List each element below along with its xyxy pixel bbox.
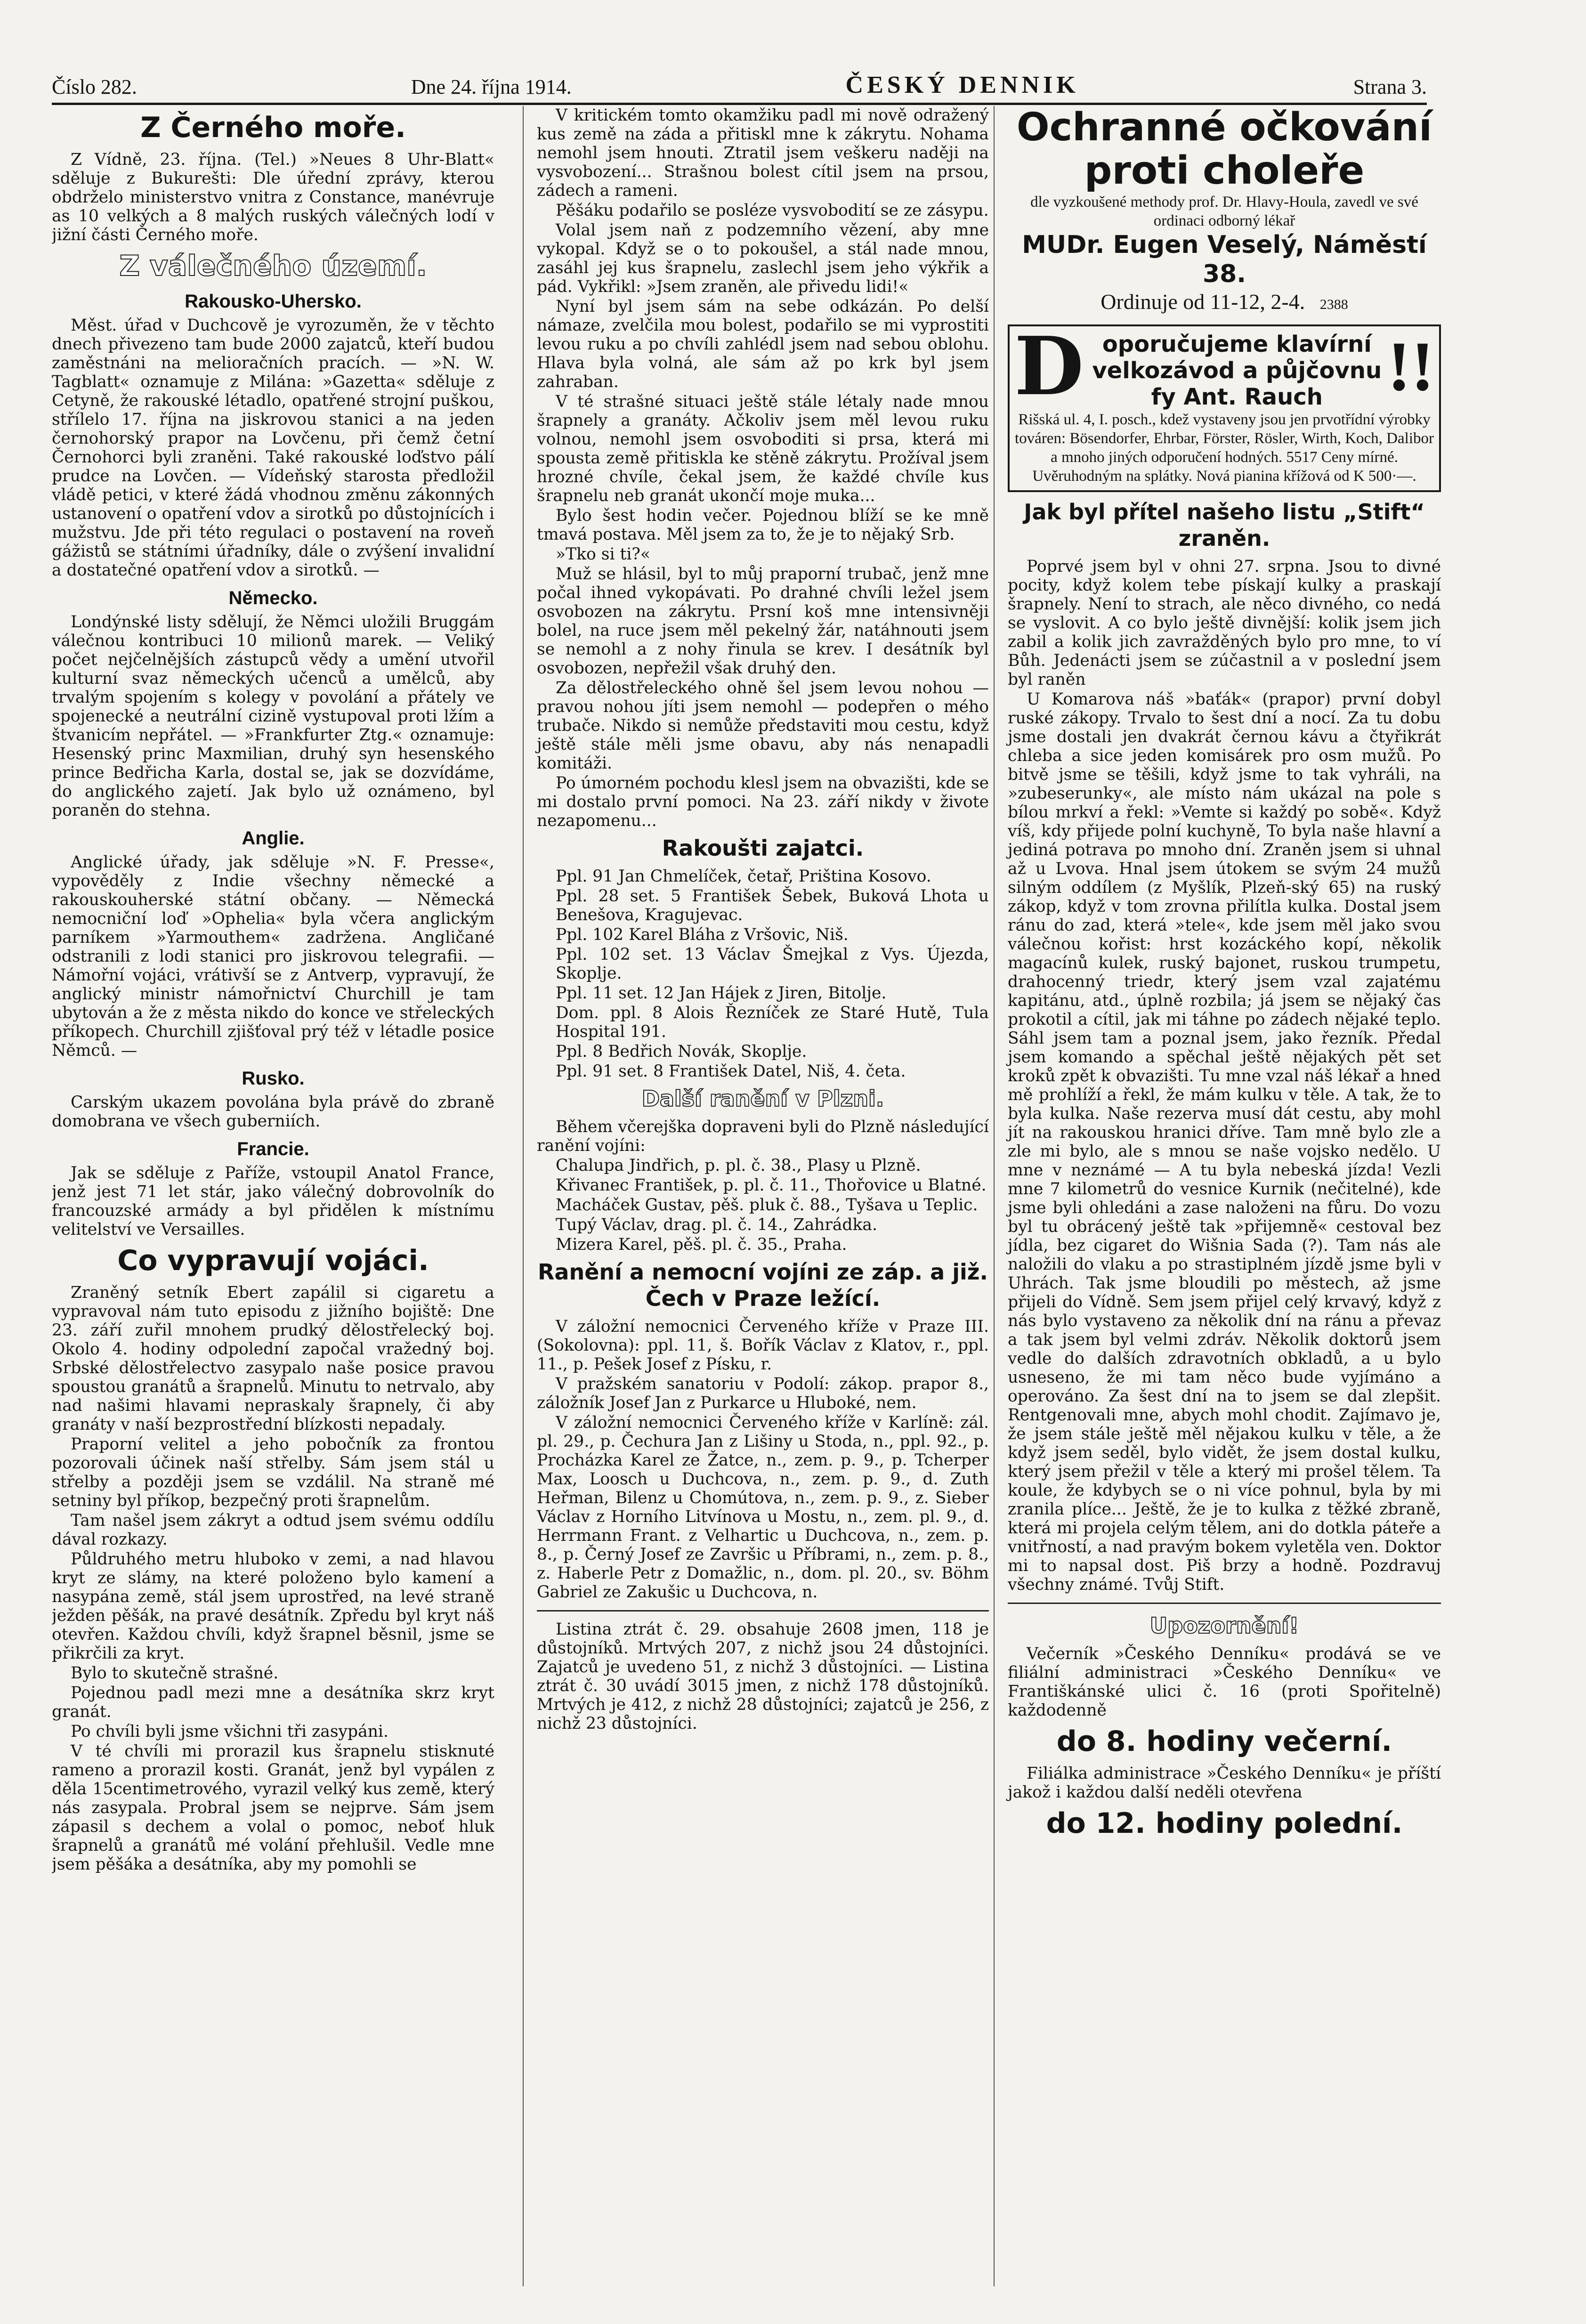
- story-paragraph: V té chvíli mi prorazil kus šrapnelu stisknuté rameno a prorazil kosti. Granát, jenž byl vypálen z děla 15centimetrového, vyrazil velký kus země, který nás zasypala. Probral jsem se nejprve. Sám jsem zápasil s dechem a volal o pomoc, neboť hluk šrapnelů a granátů mé volání přehlušil. Vedle mne jsem pěšáka a desátníka, aby my pomohli se: [52, 1742, 494, 1874]
- divider: [537, 1610, 989, 1611]
- ad-klavir: [1008, 319, 1441, 492]
- story-paragraph: Poprvé jsem byl v ohni 27. srpna. Jsou to divné pocity, když kolem tebe pískají kulky a praskají šrapnely. Není to strach, ale něco divného, co nedá se vyslovit. A co bylo ještě divnější: kolik jsem jich zabil a kolik jich zavražděných bylo pro mne, to ví Bůh. Jedenácti jsem se zúčastnil a v poslední jsem byl raněn: [1008, 557, 1441, 689]
- subhead-rakousko: Rakousko-Uhersko.: [185, 291, 362, 312]
- list-item: Ppl. 102 set. 13 Václav Šmejkal z Vys. Újezda, Skoplje.: [556, 945, 989, 983]
- ad-hours-text: Ordinuje od 11-12, 2-4.: [1100, 290, 1305, 314]
- ad-text: Rišská ul. 4, I. posch., kdež vystaveny jsou jen prvotřídní výrobky továren: Bösendorfer, Ehrbar, Förster, Rösler, Wirth, Koch, Dalibor a mnoho jiných odporučení hodných. 5517 Ceny mírné. Uvěruhodným na splátky. Nová pianina křížová od K 500·—.: [1015, 411, 1434, 485]
- column-1: [52, 106, 494, 2286]
- ad-doctor: MUDr. Eugen Veselý, Náměstí 38.: [1022, 231, 1427, 288]
- article-francie: Jak se sděluje z Paříže, vstoupil Anatol France, jenž jest 71 let stár, jako válečný dobrovolník do francouzské armády a byl přidělen k místnímu velitelství ve Versailles.: [52, 1164, 494, 1239]
- story-paragraph: Po chvíli byli jsme všichni tři zasypáni.: [71, 1722, 388, 1741]
- subhead-francie: Francie.: [237, 1139, 309, 1159]
- headline-raneni-praha: Ranění a nemocní vojíni ze záp. a již. Čech v Praze ležící.: [538, 1259, 988, 1311]
- story-paragraph: V pražském sanatoriu v Podolí: zákop. prapor 8., záložník Josef Jan z Purkarce u Hluboké, nem.: [537, 1375, 989, 1412]
- story-paragraph: »Tko si ti?«: [556, 545, 650, 564]
- list-item: Ppl. 11 set. 12 Jan Hájek z Jiren, Bitolje.: [556, 984, 887, 1003]
- story-paragraph: V záložní nemocnici Červeného kříže v Karlíně: zál. pl. 29., p. Čechura Jan z Lišiny u Stoda, n., ppl. 92., p. Procházka Karel ze Žatce, n., zem. p. 9., p. Tcherper Max, Loosch u Duchcova, n., zem. p. 9., d. Zuth Heřman, Bilenz u Chomútova, n., zem. p. 9., z. Sieber Václav z Horního Litvínova u Mostu, n., zem. pl. 9., d. Herrmann Frant. z Velhartic u Duchcova, n., zem. p. 8., p. Černý Josef ze Završic u Příbrami, n., zem. p. 8., z. Haberle Petr z Domažlic, n., dom. pl. 20., sv. Böhm Gabriel ze Zakušic u Duchcova, n.: [537, 1413, 989, 1602]
- list-item: Tupý Václav, drag. pl. č. 14., Zahrádka.: [556, 1215, 877, 1234]
- article-nemecko: Londýnské listy sdělují, že Němci uložili Bruggám válečnou kontribuci 10 milionů marek. — Veliký počet nejčelnějších zástupců vědy a umění utvořil kulturní svaz německých učenců a umělců, aby trvalým spojením s kolegy v povolání a přátely ve spojenecké a neutrální cizině vystupoval proti lžím a štvanicím nepřátel. — »Frankfurter Ztg.« oznamuje: Hesenský princ Maxmilian, druhý syn hesenského prince Bedřicha Karla, dostal se, jak se dozvídáme, do anglického zajetí. Jak bylo už oznámeno, byl poraněn do stehna.: [52, 613, 494, 820]
- headline-vojaci: Co vypravují vojáci.: [117, 1244, 429, 1277]
- story-paragraph: Během včerejška dopraveni byli do Plzně následující ranění vojíni:: [537, 1117, 989, 1155]
- ad-ockovani: [1008, 106, 1441, 318]
- story-paragraph: Po úmorném pochodu klesl jsem na obvazišti, kde se mi dostalo první pomoci. Na 23. září nikdy v živote nezapomenu...: [537, 774, 989, 830]
- story-paragraph: V té strašné situaci ještě stále létaly nade mnou šrapnely a granáty. Ačkoliv jsem měl levou ruku volnou, nemohl jsem osvoboditi si prsa, která mi spousta země přitiskla ke stěně zákrytu. Prožíval jsem hrozné chvíle, čekal jsem, že každé chvíle kus šrapnelu neb granát ukončí moje muka...: [537, 392, 989, 505]
- list-item: Ppl. 91 set. 8 František Datel, Niš, 4. četa.: [556, 1062, 906, 1081]
- ad-title: proti choleře: [1084, 148, 1365, 193]
- column-3: [994, 106, 1441, 2286]
- story-paragraph: V kritickém tomto okamžiku padl mi nově odražený kus země na záda a přitiskl mne k zákrytu. Nohama nemohl jsem hnouti. Ztratil jsem veškeru naději na vysvobození... Strašnou bolest cítil jsem na prsou, zádech a rameni.: [537, 106, 989, 200]
- issue-date: Dne 24. října 1914.: [411, 75, 572, 98]
- list-item: Ppl. 8 Bedřich Novák, Skoplje.: [556, 1042, 807, 1061]
- headline-cerne-more: Z Černého moře.: [140, 111, 406, 144]
- story-paragraph: U Komarova náš »baťák« (prapor) první dobyl ruské zákopy. Trvalo to šest dní a nocí. Za tu dobu jsme dostali jen dvakrát černou kávu a čtyřikrát chleba a sice jeden komisárek pro osm mužů. Po bitvě jsme se těšili, když jsme to tak vyhráli, na »zubeserunky«, ale místo nám ukázal na pole s bílou mrkví a řekl: »Vemte si každý po sobě«. Když víš, kdy přijede polní kuchyně, To byla naše hlavní a jediná potrava po mnoho dní. Zraněn jsem si uhnal až u Lvova. Hnal jsem útokem se svým 24 mužů silným oddílem (z Myšlík, Plzeň-ský 65) na ruský zákop, když v tom zrovna přilítla kulka. Dostal jsem ránu do zad, která »tele«, kde jsem měl jako svou válečnou kořist: hrst kozáckého kopí, několik magacínů kulek, ruský bajonet, ruskou trumpetu, drahocenný triedr, který jsem vzal zajatému kapitánu, atd., úplně rozbila; já jsem se nějaký čas prokotil a cítil, jak mi táhne po zádech nějaké teplo. Sáhl jsem tam a poznal jsem, jako řezník. Předal jsem komando a spěchal ještě nějakých pět set kroků zpět k obvazišti. Tu mne vzal náš lékař a hned mě prohlíží a řekl, že mám kulku v těle. A tak, že to byla kulka. Naše rezerva musí dát cestu, aby mohl jít na rakouskou hranici dříve. Tam mně bylo zle a zle mi bylo, ale s mnou se naše vojsko nedělo. U mne v neznámé — A tu byla nebeská jízda! Vezli mne 7 kilometrů do vesnice Kurnik (nečitelné), kde jsme byli ohledáni a zase naloženi na fůru. Do vozu byl tu obrácený ještě tak »přijemně« cestoval bez jídla, bez cigaret do Wišnia Sada (?). Tam nás ale naložili do vlaku a po strastiplném jízdě jsme byli v Uhrách. Tak jsme bloudili po městech, až jsme přijeli do Vídně. Sem jsem přijel celý krvavý, když z nás bylo vystaveno za několik dní na ránu a převaz a tak jsem byl velmi zdráv. Několik doktorů jsem vedle do dalších zdravotních obkladů, a u bylo usneseno, že mi tam něco bude vyjímáno a operováno. Za šest dní na to jsem se dal zlepšit. Rentgenovali mne, abych mohl chodit. Zajímavo je, že jsem stále ještě měl nějakou kulku v těle, a že když jsem seděl, bylo vidět, že jsem dostal kulku, který jsem přežil v těle a který mi prošel tělem. Ta koule, že kdybych se o ni více pohnul, byla by mi zranila plíce... Ještě, že je to kulka z těžké zbraně, která mi projela celým tělem, ani do dotkla páteře a vnitřností, a nad pravým bokem vyletěla ven. Doktor mi to napsal dost. Piš brzy a hodně. Pozdravuj všechny známé. Tvůj Stift.: [1008, 690, 1441, 1594]
- list-item: Macháček Gustav, pěš. pluk č. 88., Tyšava u Teplic.: [556, 1196, 978, 1215]
- ad-dropcap: D: [1014, 319, 1084, 413]
- list-item: Křivanec František, p. pl. č. 11., Thořovice u Blatné.: [556, 1176, 987, 1195]
- headline-zajatci: Rakoušti zajatci.: [662, 835, 864, 861]
- story-paragraph: Listina ztrát č. 29. obsahuje 2608 jmen, 118 je důstojníků. Mrtvých 207, z nichž jsou 24 důstojníci. Zajatců je uvedeno 51, z nichž 3 důstojníci. — Listina ztrát č. 30 uvádí 3015 jmen, z nichž 178 důstojníků. Mrtvých je 412, z nichž 28 důstojníci; zajatců je 256, z nichž 23 důstojníci.: [537, 1620, 989, 1733]
- article-rusko: Carským ukazem povolána byla právě do zbraně domobrana ve všech guberniích.: [52, 1093, 494, 1131]
- article-cerne-more: Z Vídně, 23. října. (Tel.) »Neues 8 Uhr-Blatt« sděluje z Bukurešti: Dle úřední zprávy, kterou obdrželo ministerstvo vnitra z Constance, manévruje as 10 velkých a 8 malých ruských válečných lodí v jižní části Černého moře.: [52, 150, 494, 244]
- subhead-rusko: Rusko.: [242, 1068, 305, 1089]
- paper-name: ČESKÝ DENNIK: [845, 72, 1079, 98]
- headline-valecne-uzemi: Z válečného území.: [119, 250, 427, 283]
- story-paragraph: Za dělostřeleckého ohně šel jsem levou nohou — pravou nohou jíti jsem nemohl — podepřen o mého trubače. Nikdo si nemůže představiti mou cestu, když ještě stále měli jsme obavu, aby nás nenapadli komitáži.: [537, 679, 989, 773]
- list-item: Dom. ppl. 8 Alois Řezníček ze Staré Hutě, Tula Hospital 191.: [556, 1004, 989, 1041]
- divider: [1008, 1603, 1441, 1604]
- article-rakousko: Měst. úřad v Duchcově je vyrozuměn, že v těchto dnech přivezeno tam bude 2000 zajatců, kteří budou zaměstnáni na melioračních pracích. — »N. W. Tagblatt« oznamuje z Milána: »Gazetta« sděluje z Cetyně, že rakouské létadlo, opatřené strojní puškou, střílelo 17. října na jiskrovou stanici a na jeden černohorský prapor na Lovčenu, při čemž četní Černohorci byli zraněni. Také rakouské loďstvo pálí prudce na Lovčen. — Vídeňský starosta předložil vládě petici, v které žádá vhodnou změnu zákonných ustanovení o opatření vdov a sirotků po důstojnících i mužstvu. Jde při této regulaci o postavení na roveň gážistů se státními úřadníky, dále o zvýšení invalidní a dostatečné opatření vdov a sirotků. —: [52, 316, 494, 580]
- notice-paragraph: Večerník »Českého Denníku« prodává se ve filiální administraci »Českého Denníku« ve Františkánské ulici č. 16 (proti Spořitelně) každodenně: [1008, 1644, 1441, 1720]
- headline-raneni-plzen: Další ranění v Plzni.: [641, 1086, 884, 1111]
- story-paragraph: V záložní nemocnici Červeného kříže v Praze III. (Sokolovna): ppl. 11, š. Bořík Václav z Klatov, r., ppl. 11., p. Pešek Josef z Písku, r.: [537, 1317, 989, 1374]
- wounded-list: [537, 1156, 989, 1254]
- story-paragraph: Muž se hlásil, byl to můj praporní trubač, jenž mne počal ihned vykopávati. Po drahné chvíli ležel jsem osvobozen na zákrytu. Prsní koš mne intensivněji bolel, na ruce jsem měl pekelný žár, natáhnouti jsem se nemohl a z nohy řinula se krev. I desátník byl osvobozen, nepřežil však druhý den.: [537, 565, 989, 678]
- story-paragraph: Bylo šest hodin večer. Pojednou blíží se ke mně tmavá postava. Měl jsem za to, že je to nějaký Srb.: [537, 506, 989, 544]
- story-paragraph: Bylo to skutečně strašné.: [71, 1664, 279, 1683]
- story-paragraph: Tam našel jsem zákryt a odtud jsem svému oddílu dával rozkazy.: [52, 1511, 494, 1549]
- ad-number: 2388: [1319, 297, 1348, 312]
- page-number: Strana 3.: [1353, 75, 1427, 98]
- article-anglie: Anglické úřady, jak sděluje »N. F. Presse«, vypověděly z Indie všechny německé a rakouskouherské státní občany. — Německá nemocniční loď »Ophelia« byla včera anglickým parníkem »Yarmouthem« zadržena. Angličané odstranili z lodi stanici pro jiskrovou telegrafii. — Námořní vojáci, vrátivší se z Antverp, vypravují, že anglický ministr námořnictví Churchill je tam ubytován a že z města nikdo do konce ve střeleckých příkopech. Churchill zjišťoval prý též v létadle posice Němců. —: [52, 853, 494, 1060]
- story-paragraph: Pěšáku podařilo se posléze vysvobodití se ze zásypu.: [556, 201, 989, 220]
- list-item: Ppl. 102 Karel Bláha z Vršovic, Niš.: [556, 925, 849, 944]
- notice-noon: do 12. hodiny polední.: [1046, 1807, 1403, 1840]
- story-paragraph: Praporní velitel a jeho pobočník za frontou pozorovali účinek naší střelby. Sám jsem stál u střelby a později jsem se vzdálil. Na straně mé setniny byl příkop, bezpečný proti šrapnelům.: [52, 1435, 494, 1510]
- headline-stift: Jak byl přítel našeho listu „Stift“ zraněn.: [1024, 499, 1425, 551]
- ad-title: Ochranné očkování: [1016, 106, 1432, 150]
- ad-hours: [1008, 289, 1441, 318]
- list-item: Chalupa Jindřich, p. pl. č. 38., Plasy u Plzně.: [556, 1156, 921, 1175]
- story-paragraph: Zraněný setník Ebert zapálil si cigaretu a vypravoval nám tuto episodu z jižního bojiště: Dne 23. září zuřil mnohem prudký dělostřelecký boj. Okolo 4. hodiny odpolední započal vražedný boj. Srbské dělostřelectvo zasypalo naše posice pravou spoustou granátů a šrapnelů. Minutu to netrvalo, aby nad našimi hlavami nepraskaly šrapnely, či aby granáty v naší bezprostřední blízkosti nepadaly.: [52, 1283, 494, 1434]
- list-item: Ppl. 91 Jan Chmelíček, četař, Priština Kosovo.: [556, 867, 931, 886]
- list-item: Ppl. 28 set. 5 František Šebek, Buková Lhota u Benešova, Kragujevac.: [556, 887, 989, 924]
- issue-number: Číslo 282.: [52, 75, 137, 98]
- story-paragraph: Pojednou padl mezi mne a desátníka skrz kryt granát.: [52, 1684, 494, 1721]
- story-paragraph: Nyní byl jsem sám na sebe odkázán. Po delší námaze, zvelčila mou bolest, podařilo se mi vyprostiti levou ruku a po chvíli zahlédl jsem nad sebou oblohu. Hlava byla volná, ale sám až po krk byl jsem zahraban.: [537, 297, 989, 391]
- notice-evening: do 8. hodiny večerní.: [1056, 1725, 1392, 1758]
- ad-exclaim: !!: [1387, 327, 1434, 405]
- ad-text: dle vyzkoušené methody prof. Dr. Hlavy-Houla, zavedl ve své ordinaci odborný lékař: [1030, 194, 1418, 229]
- subhead-nemecko: Německo.: [228, 588, 318, 608]
- column-2: [523, 106, 989, 2286]
- page-header: [52, 61, 1427, 105]
- headline-upozorneni: Upozornění!: [1149, 1613, 1299, 1638]
- ad-lead: oporučujeme klavírní velkozávod a půjčovnu fy Ant. Rauch: [1092, 331, 1382, 410]
- story-paragraph: Volal jsem naň z podzemního vězení, aby mne vykopal. Když se o to pokoušel, a stál nade mnou, zasáhl jej kus šrapnelu, zaslechl jsem jeho výkřik a pád. Vykřikl: »Jsem zraněn, ale přivedu lidi!«: [537, 221, 989, 296]
- notice-paragraph: Filiálka administrace »Českého Denníku« je příští jakož i každou další neděli otevřena: [1008, 1764, 1441, 1802]
- list-item: Mizera Karel, pěš. pl. č. 35., Praha.: [556, 1235, 847, 1254]
- prisoner-list: [537, 867, 989, 1081]
- story-paragraph: Půldruhého metru hluboko v zemi, a nad hlavou kryt ze slámy, na které položeno bylo kamení a nasypána země, stál jsem uprostřed, na levé straně ježden pěšák, na pravé desátník. Zpředu byl kryt náš otevřen. Každou chvíli, když šrapnel běsnil, jsme se přikrčili za kryt.: [52, 1550, 494, 1663]
- subhead-anglie: Anglie.: [242, 828, 305, 849]
